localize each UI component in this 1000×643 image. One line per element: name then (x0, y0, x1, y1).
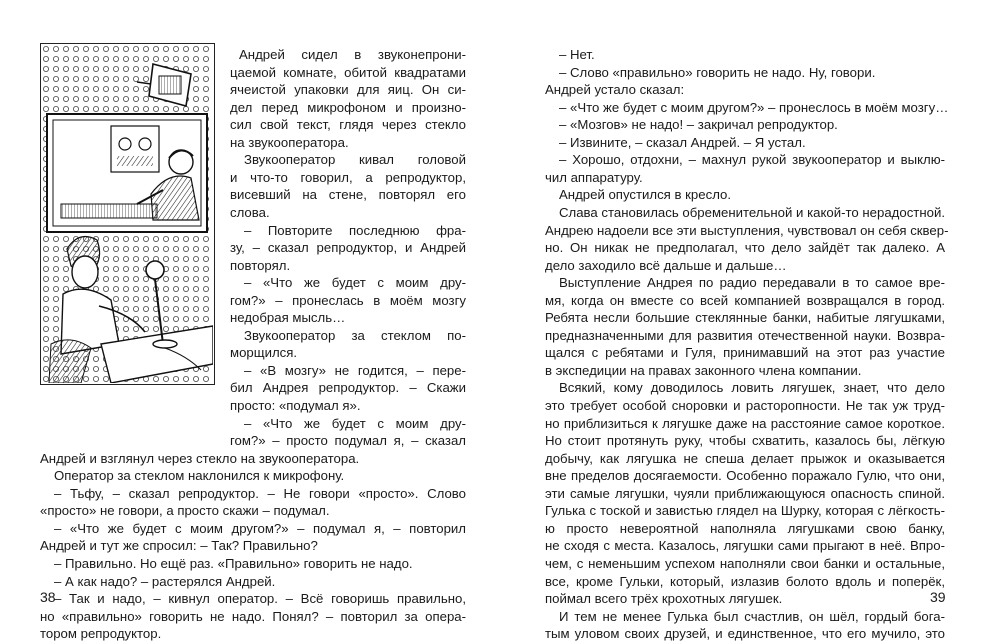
right-page (500, 0, 1000, 640)
text-line: ячеистой упаковки для яиц. Он си- (230, 82, 466, 98)
text-line: Всякий, кому доводилось ловить лягушек, знает, что дело (559, 380, 945, 396)
text-line: но приблизиться к лягушке даже на расстояние самое короткое. (545, 415, 945, 431)
text-line: – «В мозгу» не годится, – пере- (244, 362, 466, 378)
text-line: «просто» не говори, а просто скажи – подумал. (40, 503, 330, 519)
text-line: Слава становилась обременительной и какой-то нерадостной. (559, 204, 945, 220)
text-line: гом?» – просто подумал я, – сказал (230, 433, 466, 449)
text-line: но. Он никак не предполагал, что дело зайдёт так далеко. А (545, 240, 945, 256)
text-line: бил Андрея репродуктор. – Скажи (230, 380, 466, 396)
text-line: слова. (230, 204, 270, 220)
text-line: – «Мозгов» не надо! – закричал репродуктор. (559, 117, 838, 133)
text-line: Андрей опустился в кресло. (559, 187, 732, 203)
text-line: Оператор за стеклом наклонился к микрофону. (54, 468, 345, 484)
glass-window-drawing (47, 114, 207, 232)
text-line: чил аппаратуру. (545, 169, 643, 185)
text-line: – А как надо? – растерялся Андрей. (54, 573, 276, 589)
illustration-drawing (41, 44, 213, 383)
text-line: Звукооператор за стеклом по- (244, 327, 466, 343)
text-line: Андрей сидел в звуконепрони- (239, 47, 466, 62)
text-line: – Тьфу, – сказал репродуктор. – Не говори «просто». Слово (54, 485, 466, 501)
text-line: цаемой комнате, обитой квадратами (230, 64, 466, 80)
text-line: в экспедиции на правах законного члена компании. (545, 362, 862, 378)
page-number-right: 39 (930, 589, 946, 605)
text-line: Но стоит протянуть руку, чтобы схватить, казалось бы, лёгкую (545, 433, 945, 449)
text-line: – Повторите последнюю фра- (244, 222, 466, 238)
text-line: тором репродуктор. (40, 626, 162, 642)
text-line: чем, с неменьшим успехом наполняли свои банки и остальные, (545, 555, 945, 571)
text-line: гом?» – пронеслась в моём мозгу (230, 292, 466, 308)
text-line: но «правильно» говорить не надо. Понял? – повторил за опера- (40, 608, 466, 624)
text-line: Андрей устало сказал: (545, 82, 685, 98)
text-line: повторял. (230, 257, 291, 273)
left-page (0, 0, 500, 640)
text-line: Андрей и взглянул через стекло на звукооператора. (40, 450, 360, 466)
illustration-boy-at-microphone (40, 43, 215, 385)
text-line: поймал всего трёх крохотных лягушек. (545, 591, 783, 607)
text-line: ю просто невероятной наполняла лягушками свою банку, (545, 520, 945, 536)
text-line: сил свой текст, глядя через стекло (230, 117, 466, 133)
text-line: висевший на стене, повторял его (230, 187, 466, 203)
text-line: щался с ребятами и Гуля, принимавший на этот раз участие (545, 345, 945, 361)
text-line: дел перед микрофоном и произно- (230, 99, 466, 115)
text-line: Гулька с тоской и завистью глядел на Шурку, которая с лёгкость- (545, 503, 945, 519)
text-line: – Слово «правильно» говорить не надо. Ну, говори. (559, 64, 876, 80)
text-line: И тем не менее Гулька был счастлив, он шёл, гордый бога- (559, 608, 945, 624)
text-line: Ребята несли большие стеклянные банки, набитые лягушками, (545, 310, 945, 326)
text-line: Андрею надоели все эти выступления, чувствовал он себя сквер- (545, 222, 949, 238)
text-line: все, кроме Гульки, который, излазив болото вдоль и поперёк, (545, 573, 945, 589)
text-line: тым уловом своих друзей, и единственное, что его мучило, это (545, 626, 945, 642)
text-line: на звукооператора. (230, 134, 349, 150)
text-line: и что-то говорил, а репродуктор, (230, 169, 466, 185)
text-line: Звукооператор кивал головой (244, 152, 466, 168)
text-line: предназначенными для развития отечественной науки. Возвра- (545, 327, 945, 343)
text-line: – Извините, – сказал Андрей. – Я устал. (559, 134, 806, 150)
text-line: – «Что же будет с моим дру- (244, 275, 466, 291)
text-line: – Хорошо, отдохни, – махнул рукой звукооператор и выклю- (559, 152, 945, 168)
text-line: вне пределов досягаемости. Особенно поражало Гулю, что они, (545, 468, 945, 484)
text-line: – Нет. (559, 47, 595, 62)
text-line: зу, – сказал репродуктор, и Андрей (230, 240, 466, 256)
text-line: не сходя с места. Казалось, лягушки сами прыгают в неё. Впро- (545, 538, 945, 554)
text-line: – «Что же будет с моим другом?» – подумал я, – повторил (54, 520, 466, 536)
text-line: это требует особой сноровки и расторопности. Не так уж труд- (545, 398, 945, 413)
text-line: – Правильно. Но ещё раз. «Правильно» говорить не надо. (54, 555, 413, 571)
text-line: дело заходило всё дальше и дальше… (545, 257, 787, 273)
text-line: недобрая мысль… (230, 310, 346, 326)
text-line: эти самые лягушки, чуяли приближающуюся опасность спиной. (545, 485, 945, 501)
text-line: мя, когда он вместе со всей компанией возвращался в город. (545, 292, 945, 308)
text-line: – «Что же будет с моим другом?» – пронеслось в моём мозгу… (559, 99, 949, 115)
text-line: – «Что же будет с моим дру- (244, 415, 466, 431)
text-line: – Так и надо, – кивнул оператор. – Всё говоришь правильно, (54, 591, 466, 607)
text-line: морщился. (230, 345, 298, 361)
text-line: добычу, как лягушка не спеша делает прыжок и оказывается (545, 450, 945, 466)
text-line: просто: «подумал я». (230, 398, 361, 413)
text-line: Андрей и тут же спросил: – Так? Правильно? (40, 538, 318, 554)
text-line: Выступление Андрея по радио передавали в то самое вре- (559, 275, 945, 291)
page-number-left: 38 (40, 589, 56, 605)
